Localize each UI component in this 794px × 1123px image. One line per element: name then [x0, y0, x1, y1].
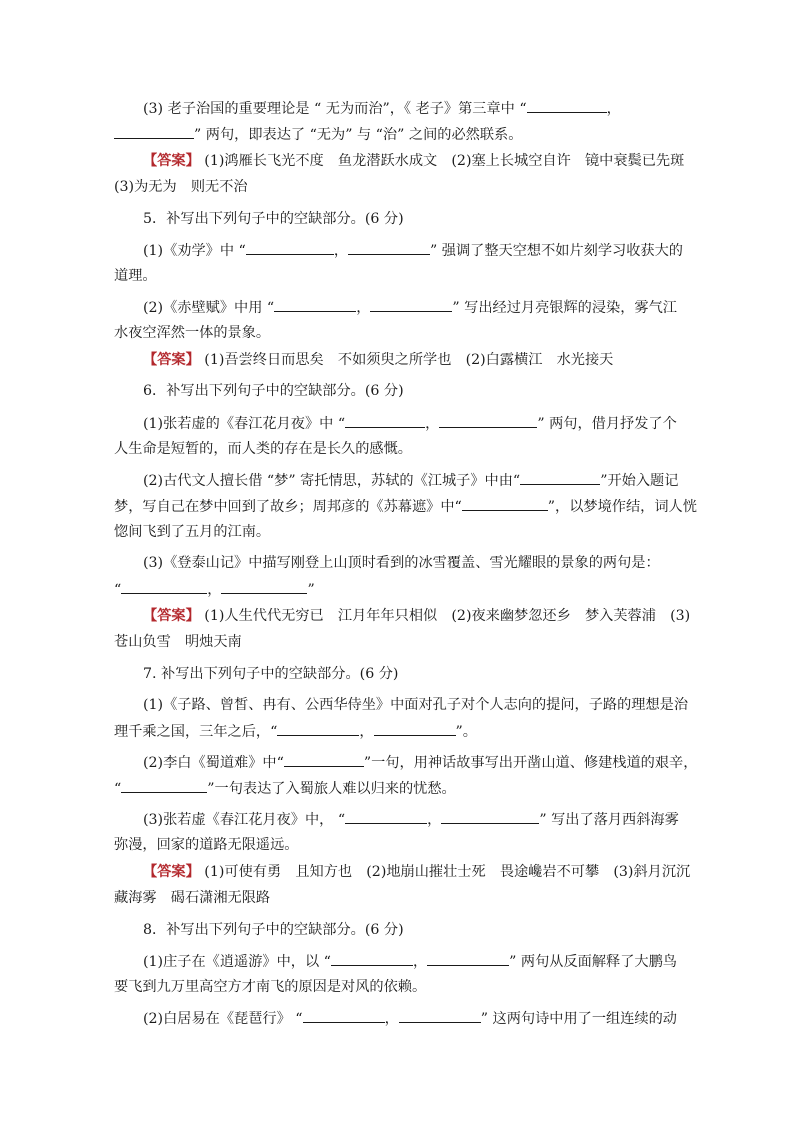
line-text: (2)李白《蜀道难》中“ [143, 755, 284, 771]
fill-in-blank [348, 240, 430, 255]
line-text: ” 两句从反面解释了大鹏鸟 [509, 954, 677, 970]
text-line [143, 413, 677, 434]
text-line [143, 752, 697, 773]
line-text: 道理。 [114, 268, 157, 284]
line-text: ”。 [455, 724, 477, 740]
line-text: (1)吾尝终日而思矣 不如须臾之所学也 (2)白露横江 水光接天 [204, 352, 614, 368]
line-text: 藏海雾 碣石潇湘无限路 [114, 890, 271, 906]
line-text: ” 这两句诗中用了一组连续的动 [480, 1011, 677, 1027]
text-line [143, 297, 677, 318]
fill-in-blank [277, 721, 359, 736]
fill-in-blank [303, 1008, 385, 1023]
line-text: ， [207, 582, 222, 598]
fill-in-blank [114, 124, 194, 139]
fill-in-blank [331, 951, 413, 966]
fill-in-blank [441, 809, 539, 824]
line-text: 惚间飞到了五月的江南。 [114, 524, 271, 540]
fill-in-blank [439, 413, 537, 428]
line-text: (1)《子路、曾皙、冉有、公西华侍坐》中面对孔子对个人志向的提问，子路的理想是治 [143, 697, 689, 713]
line-text: ， [427, 812, 442, 828]
text-line [143, 209, 404, 229]
line-text: ， [384, 1011, 399, 1027]
text-line [114, 266, 157, 286]
line-text: 人生命是短暂的，而人类的存在是长久的感慨。 [114, 441, 412, 457]
fill-in-blank [527, 98, 607, 113]
line-text: (2)古代文人擅长借 “梦” 寄托情思，苏轼的《江城子》中由“ [143, 473, 521, 489]
line-text: (2)《赤壁赋》中用 “ [143, 300, 275, 316]
line-text: (1)鸿雁长飞光不度 鱼龙潜跃水成文 (2)塞上长城空自许 镜中衰鬓已先斑 [204, 153, 685, 169]
line-text: ”，以梦境作结，词人恍 [547, 499, 697, 515]
answer-line [143, 606, 690, 626]
fill-in-blank [374, 721, 456, 736]
text-line [143, 553, 660, 573]
text-line [143, 98, 621, 119]
line-text: ”一句表达了入蜀旅人难以归来的忧愁。 [207, 781, 456, 797]
fill-in-blank [462, 496, 548, 511]
fill-in-blank [427, 951, 509, 966]
line-text: (2)白居易在《琵琶行》 “ [143, 1011, 303, 1027]
answer-line [143, 350, 613, 370]
fill-in-blank [274, 297, 356, 312]
answer-label: 【答案】 [143, 864, 200, 880]
fill-in-blank [121, 778, 207, 793]
line-text: ， [606, 101, 621, 117]
line-text: 要飞到九万里高空方才南飞的原因是对风的依赖。 [114, 979, 427, 995]
text-line [114, 632, 242, 652]
fill-in-blank [399, 1008, 481, 1023]
line-text: (3)为无为 则无不治 [114, 179, 248, 195]
answer-line [143, 151, 684, 171]
line-text: 理千乘之国，三年之后，“ [114, 724, 278, 740]
fill-in-blank [520, 470, 600, 485]
line-text: 梦，写自己在梦中回到了故乡；周邦彦的《苏幕遮》中“ [114, 499, 462, 515]
line-text: “ [114, 781, 122, 797]
text-line [143, 695, 688, 715]
line-text: ” 两句，借月抒发了个 [537, 416, 677, 432]
line-text: (1)张若虚的《春江花月夜》中 “ [143, 416, 346, 432]
text-line [143, 809, 679, 830]
line-text: (3) 老子治国的重要理论是 “ 无为而治”，《 老子》第三章中 “ [143, 101, 527, 117]
line-text: 7. 补写出下列句子中的空缺部分。(6 分) [143, 666, 399, 682]
fill-in-blank [221, 579, 307, 594]
text-line [143, 951, 677, 972]
fill-in-blank [370, 297, 452, 312]
text-line [114, 323, 270, 343]
line-text: ”一句，用神话故事写出开凿山道、修建栈道的艰辛， [363, 755, 698, 771]
line-text: ， [412, 954, 428, 970]
answer-label: 【答案】 [143, 608, 200, 624]
text-line [143, 920, 404, 940]
line-text: ” [307, 582, 315, 598]
text-line [143, 240, 683, 261]
text-line [143, 1008, 677, 1029]
line-text: ” 写出经过月亮银辉的浸染，雾气江 [452, 300, 677, 316]
text-line [114, 721, 477, 742]
line-text: 5．补写出下列句子中的空缺部分。(6 分) [143, 211, 404, 227]
line-text: ， [359, 724, 374, 740]
line-text: 苍山负雪 明烛天南 [114, 634, 242, 650]
fill-in-blank [345, 809, 427, 824]
line-text: “ [114, 582, 122, 598]
line-text: 水夜空浑然一体的景象。 [114, 325, 271, 341]
text-line [114, 888, 270, 908]
text-line [143, 381, 404, 401]
text-line [114, 496, 697, 517]
text-line [143, 470, 678, 491]
answer-label: 【答案】 [143, 352, 200, 368]
text-line [143, 664, 398, 684]
line-text: 8．补写出下列句子中的空缺部分。(6 分) [143, 922, 404, 938]
text-line [114, 835, 298, 855]
fill-in-blank [246, 240, 334, 255]
line-text: (1)《劝学》中 “ [143, 243, 246, 259]
line-text: ， [333, 243, 349, 259]
line-text: ” 写出了落月西斜海雾 [539, 812, 679, 828]
line-text: ， [425, 416, 440, 432]
line-text: (1)人生代代无穷已 江月年年只相似 (2)夜来幽梦忽还乡 梦入芙蓉浦 (3) [204, 608, 691, 624]
text-line [114, 177, 248, 197]
fill-in-blank [284, 752, 364, 767]
fill-in-blank [345, 413, 425, 428]
line-text: (3)《登泰山记》中描写刚登上山顶时看到的冰雪覆盖、雪光耀眼的景象的两句是： [143, 555, 660, 571]
line-text: (3)张若虚《春江花月夜》中， “ [143, 812, 346, 828]
text-line [114, 579, 315, 600]
line-text: ” 两句，即表达了 “无为” 与 “治” 之间的必然联系。 [194, 127, 523, 143]
line-text: 弥漫，回家的道路无限遥远。 [114, 837, 299, 853]
fill-in-blank [121, 579, 207, 594]
line-text: ” 强调了整天空想不如片刻学习收获大的 [430, 243, 683, 259]
line-text: ”开始入题记 [600, 473, 679, 489]
text-line [114, 439, 412, 459]
line-text: ， [356, 300, 371, 316]
text-line [114, 977, 426, 997]
line-text: (1)庄子在《逍遥游》中，以 “ [143, 954, 331, 970]
text-line [114, 778, 456, 799]
text-line [114, 124, 522, 145]
answer-line [143, 862, 690, 882]
line-text: 6．补写出下列句子中的空缺部分。(6 分) [143, 383, 404, 399]
line-text: (1)可使有勇 且知方也 (2)地崩山摧壮士死 畏途巉岩不可攀 (3)斜月沉沉 [204, 864, 691, 880]
text-line [114, 522, 270, 542]
answer-label: 【答案】 [143, 153, 200, 169]
